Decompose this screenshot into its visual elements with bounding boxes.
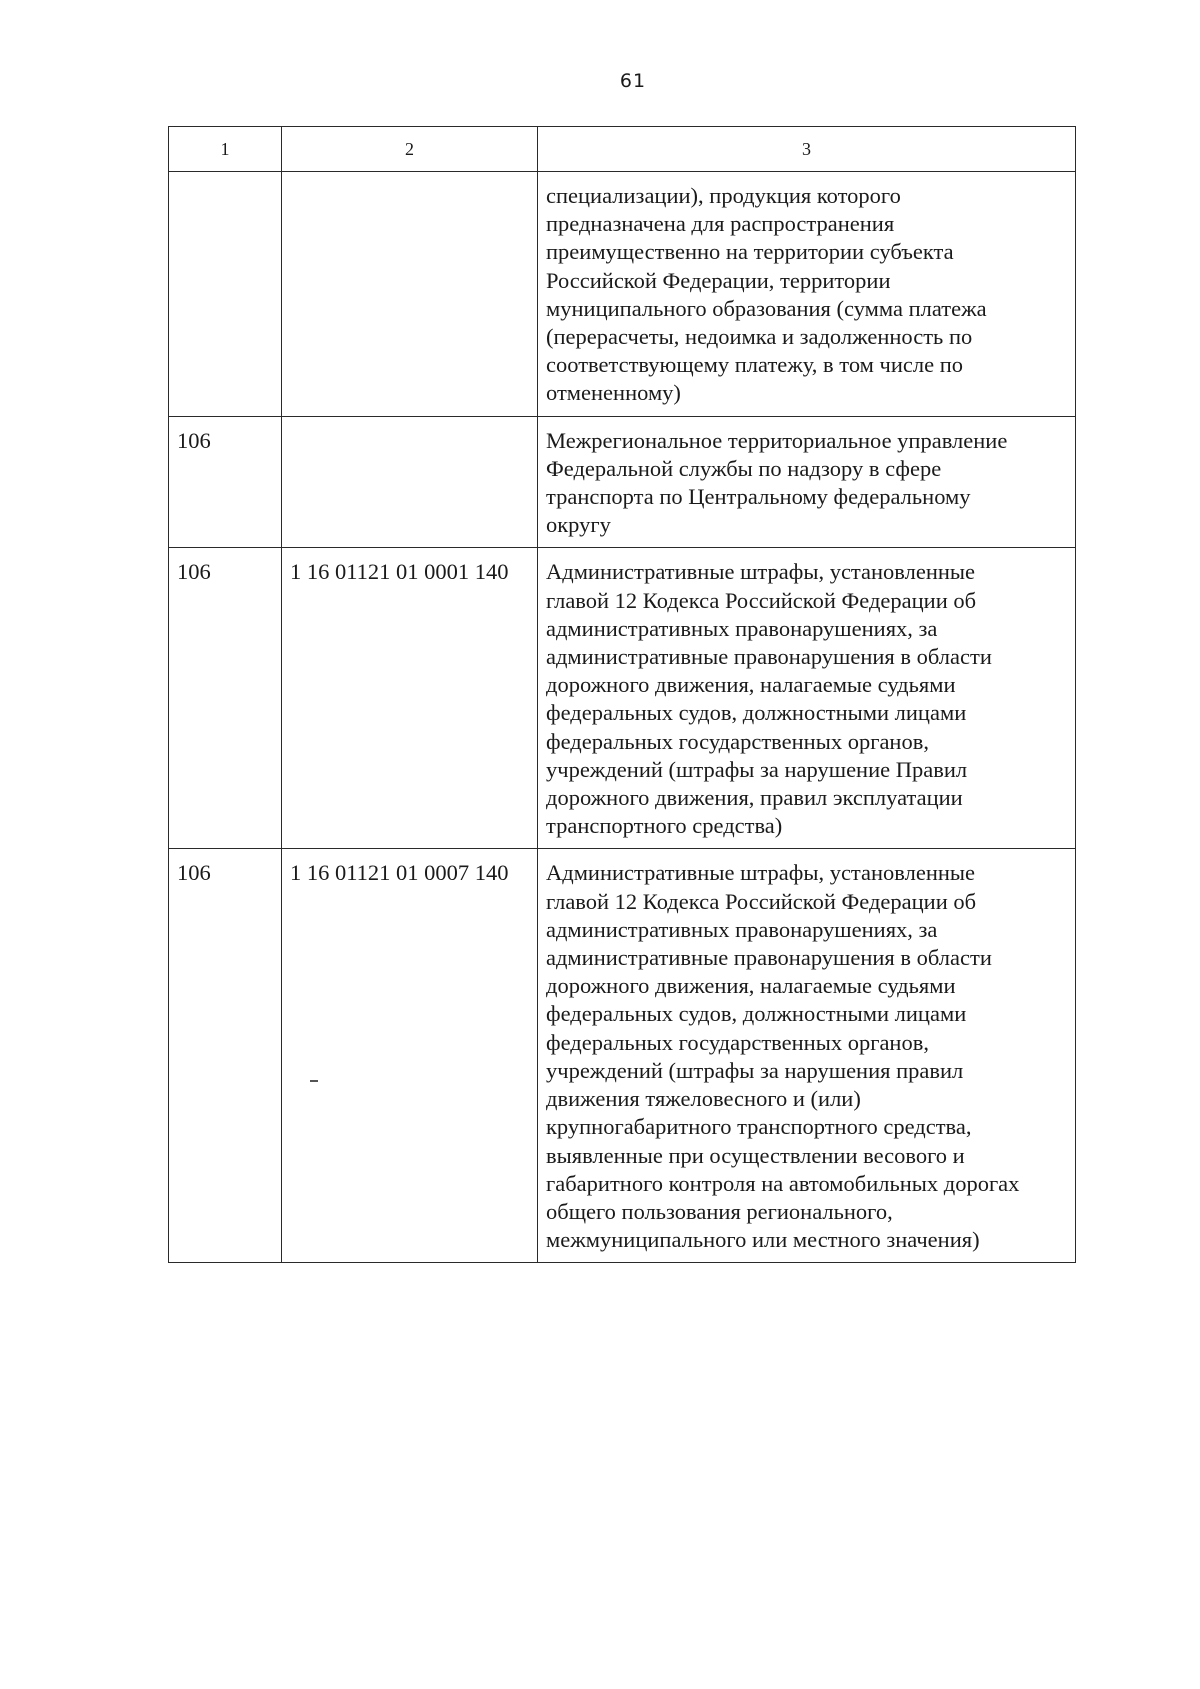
description-cell: Административные штрафы, установленные главой 12 Кодекса Российской Федерации об административных правонарушениях, за административные правонарушения в области дорожного движения, налагаемые судьями федеральных судов, должностными лицами федеральных государственных органов, учреждений (штрафы за нарушение Правил дорожного движения, правил эксплуатации транспортного средства) [538,548,1076,849]
page-number: 61 [619,70,647,92]
description-cell: Административные штрафы, установленные главой 12 Кодекса Российской Федерации об административных правонарушениях, за административные правонарушения в области дорожного движения, налагаемые судьями федеральных судов, должностными лицами федеральных государственных органов, учреждений (штрафы за нарушения правил движения тяжеловесного и (или) крупногабаритного транспортного средства, выявленные при осуществлении весового и габаритного контроля на автомобильных дорогах общего пользования регионального, межмуниципального или местного значения) [538,849,1076,1263]
table-row [169,548,1076,849]
kbk-code-cell: 1 16 01121 01 0007 140 [282,849,538,1263]
description-cell: специализации), продукция которого предназначена для распространения преимущественно на территории субъекта Российской Федерации, территории муниципального образования (сумма платежа (перерасчеты, недоимка и задолженность по соответствующему платежу, в том числе по отмененному) [538,172,1076,417]
column-header-2: 2 [282,127,538,172]
admin-code-cell: 106 [169,548,282,849]
column-header-1: 1 [169,127,282,172]
description-cell: Межрегиональное территориальное управление Федеральной службы по надзору в сфере транспорта по Центральному федеральному округу [538,416,1076,548]
budget-codes-table [168,126,1076,1263]
scan-artifact-mark [310,1080,318,1082]
column-header-3: 3 [538,127,1076,172]
table-row [169,416,1076,548]
kbk-code-cell [282,172,538,417]
admin-code-cell [169,172,282,417]
kbk-code-cell [282,416,538,548]
kbk-code-cell: 1 16 01121 01 0001 140 [282,548,538,849]
admin-code-cell: 106 [169,416,282,548]
table-row [169,849,1076,1263]
admin-code-cell: 106 [169,849,282,1263]
table-row [169,172,1076,417]
table-header-row [169,127,1076,172]
